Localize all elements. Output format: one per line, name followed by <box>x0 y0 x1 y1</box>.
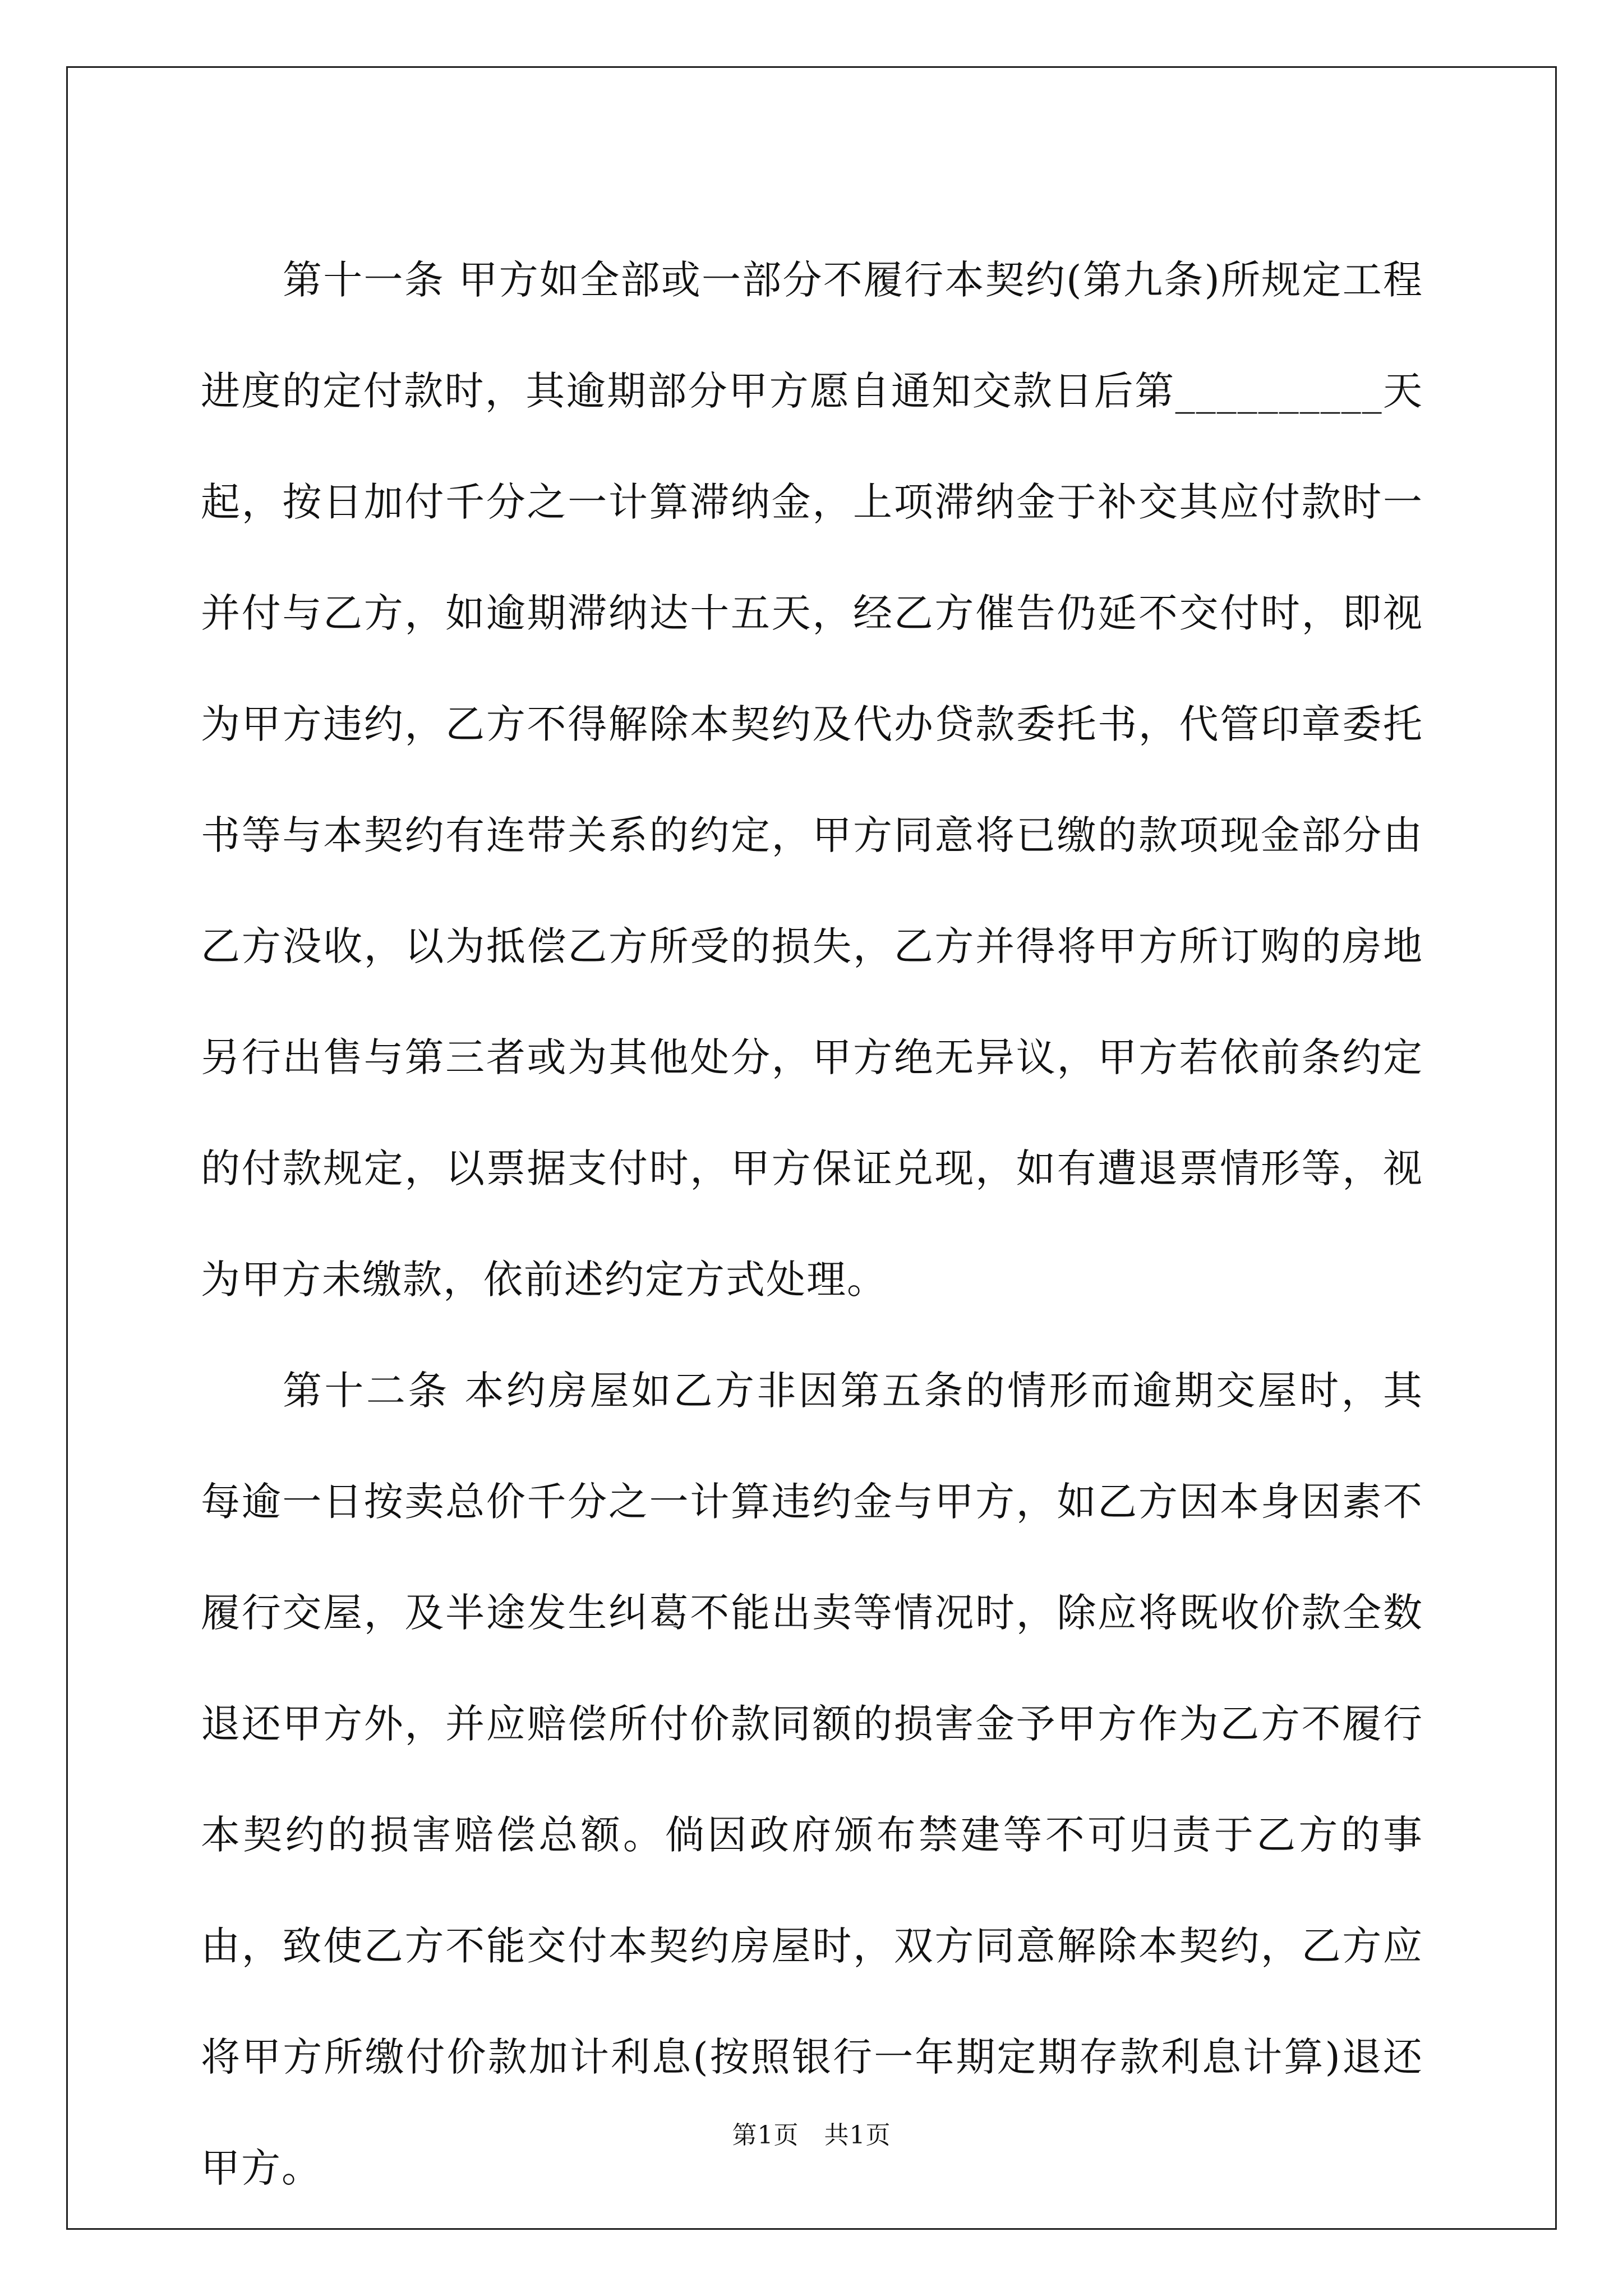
page-footer: 第1页 共1页 <box>732 2121 891 2150</box>
paragraph-article-12: 第十二条 本约房屋如乙方非因第五条的情形而逾期交屋时，其每逾一日按卖总价千分之一计算违约金与甲方，如乙方因本身因素不履行交屋，及半途发生纠葛不能出卖等情况时，除应将既收价款全数退还甲方外，并应赔偿所付价款同额的损害金予甲方作为乙方不履行本契约的损害赔偿总额。倘因政府颁布禁建等不可归责于乙方的事由，致使乙方不能交付本契约房屋时，双方同意解除本契约，乙方应将甲方所缴付价款加计利息(按照银行一年期定期存款利息计算)退还甲方。 <box>201 1368 1423 2191</box>
document-body <box>201 224 1423 2224</box>
paragraph-article-11: 第十一条 甲方如全部或一部分不履行本契约(第九条)所规定工程进度的定付款时，其逾期部分甲方愿自通知交款日后第__________天起，按日加付千分之一计算滞纳金，上项滞纳金于补交其应付款时一并付与乙方，如逾期滞纳达十五天，经乙方催告仍延不交付时，即视为甲方违约，乙方不得解除本契约及代办贷款委托书，代管印章委托书等与本契约有连带关系的约定，甲方同意将已缴的款项现金部分由乙方没收，以为抵偿乙方所受的损失，乙方并得将甲方所订购的房地另行出售与第三者或为其他处分，甲方绝无异议，甲方若依前条约定的付款规定，以票据支付时，甲方保证兑现，如有遭退票情形等，视为甲方未缴款，依前述约定方式处理。 <box>201 257 1423 1303</box>
